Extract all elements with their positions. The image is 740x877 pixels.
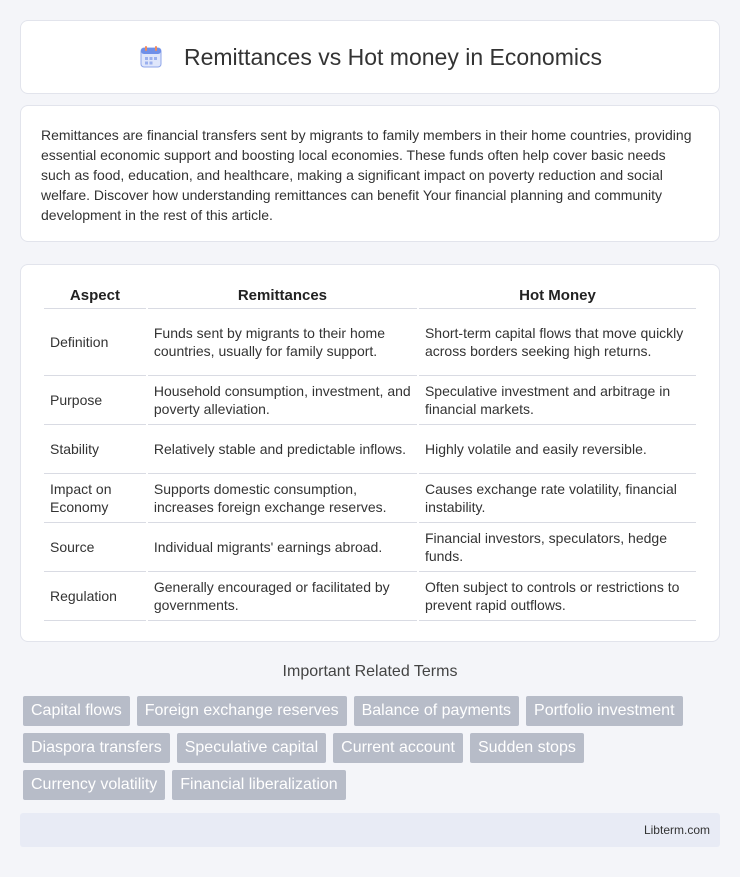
cell-remittances: Individual migrants' earnings abroad.	[148, 523, 417, 572]
related-term-tag[interactable]: Foreign exchange reserves	[137, 696, 347, 726]
table-row	[44, 572, 696, 621]
related-terms-list	[23, 696, 723, 800]
cell-hot-money: Highly volatile and easily reversible.	[419, 425, 696, 474]
related-term-tag[interactable]: Currency volatility	[23, 770, 165, 800]
cell-aspect: Stability	[44, 425, 146, 474]
intro-text: Remittances are financial transfers sent by migrants to family members in their home countries, providing essential economic support and boosting local economies. These funds often help cover basic needs such as food, education, and healthcare, making a significant impact on poverty reduction and social welfare. Discover how understanding remittances can benefit Your financial planning and community development in the rest of this article.	[41, 127, 692, 223]
table-row	[44, 523, 696, 572]
header-hot-money: Hot Money	[419, 283, 696, 309]
comparison-table	[42, 283, 698, 621]
table-row	[44, 309, 696, 376]
intro-card	[20, 105, 720, 242]
calendar-icon	[138, 44, 164, 70]
related-term-tag[interactable]: Balance of payments	[354, 696, 519, 726]
footer-brand-link[interactable]: Libterm.com	[643, 823, 710, 837]
table-row	[44, 474, 696, 523]
related-term-tag[interactable]: Speculative capital	[177, 733, 326, 763]
cell-aspect: Source	[44, 523, 146, 572]
cell-remittances: Funds sent by migrants to their home countries, usually for family support.	[148, 309, 417, 376]
cell-remittances: Supports domestic consumption, increases foreign exchange reserves.	[148, 474, 417, 523]
header-card	[20, 20, 720, 94]
cell-hot-money: Often subject to controls or restrictions to prevent rapid outflows.	[419, 572, 696, 621]
related-term-tag[interactable]: Sudden stops	[470, 733, 584, 763]
related-term-tag[interactable]: Diaspora transfers	[23, 733, 170, 763]
cell-aspect: Regulation	[44, 572, 146, 621]
cell-hot-money: Causes exchange rate volatility, financial instability.	[419, 474, 696, 523]
cell-hot-money: Financial investors, speculators, hedge funds.	[419, 523, 696, 572]
cell-hot-money: Speculative investment and arbitrage in financial markets.	[419, 376, 696, 425]
cell-aspect: Definition	[44, 309, 146, 376]
cell-hot-money: Short-term capital flows that move quickly across borders seeking high returns.	[419, 309, 696, 376]
comparison-table-card	[20, 264, 720, 642]
page-title: Remittances vs Hot money in Economics	[184, 43, 602, 70]
cell-aspect: Purpose	[44, 376, 146, 425]
table-row	[44, 376, 696, 425]
related-term-tag[interactable]: Portfolio investment	[526, 696, 683, 726]
related-term-tag[interactable]: Financial liberalization	[172, 770, 345, 800]
footer	[20, 813, 720, 847]
header-remittances: Remittances	[148, 283, 417, 309]
cell-remittances: Household consumption, investment, and poverty alleviation.	[148, 376, 417, 425]
related-terms-title: Important Related Terms	[282, 663, 458, 680]
table-row	[44, 425, 696, 474]
header-aspect: Aspect	[44, 283, 146, 309]
cell-remittances: Relatively stable and predictable inflows.	[148, 425, 417, 474]
related-term-tag[interactable]: Capital flows	[23, 696, 130, 726]
cell-aspect: Impact on Economy	[44, 474, 146, 523]
related-term-tag[interactable]: Current account	[333, 733, 463, 763]
table-header-row	[44, 283, 696, 309]
cell-remittances: Generally encouraged or facilitated by governments.	[148, 572, 417, 621]
